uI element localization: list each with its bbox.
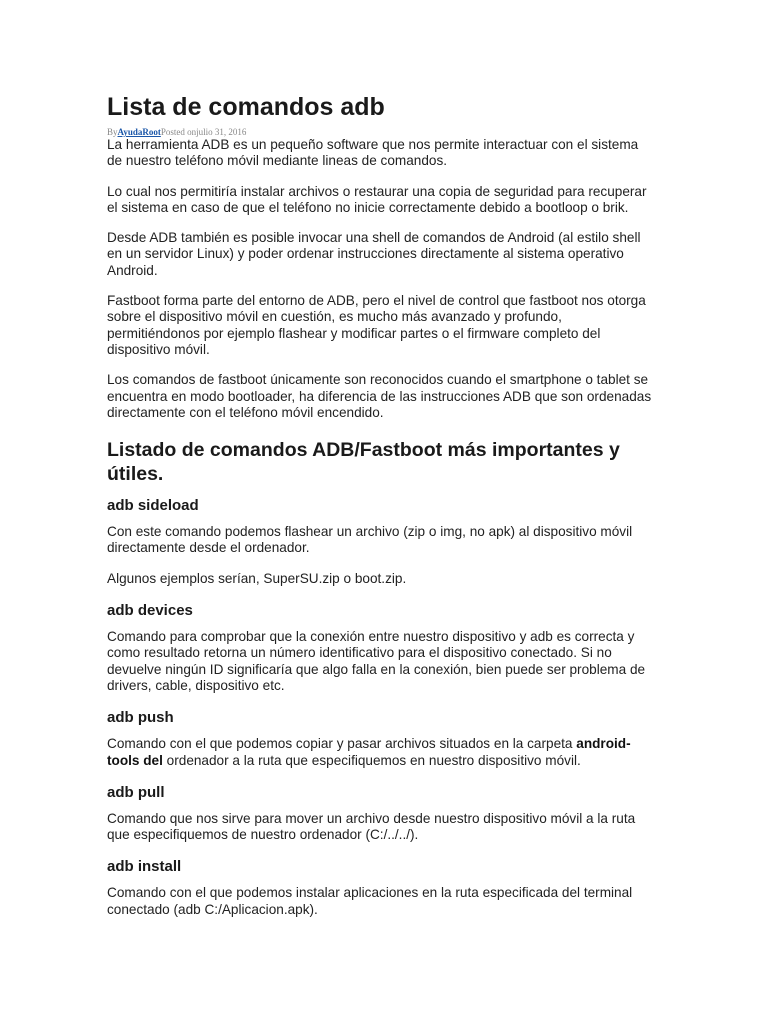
page-title: Lista de comandos adb <box>107 93 385 121</box>
command-install-desc: Comando con el que podemos instalar aplicaciones en la ruta especificada del terminal conectado (adb C:/Aplicacion.apk). <box>107 885 633 917</box>
command-heading-sideload: adb sideload <box>107 497 199 515</box>
author-link[interactable]: AyudaRoot <box>117 127 161 137</box>
command-sideload-desc: Con este comando podemos flashear un archivo (zip o img, no apk) al dispositivo móvil directamente desde el ordenador. <box>107 524 633 556</box>
push-text-before: Comando con el que podemos copiar y pasar archivos situados en la carpeta <box>107 736 577 752</box>
command-heading-devices: adb devices <box>107 602 193 620</box>
intro-paragraph-2: Lo cual nos permitiría instalar archivos o restaurar una copia de seguridad para recuperar el sistema en caso de que el teléfono no inicie correctamente debido a bootloop o brik. <box>107 183 647 215</box>
article <box>107 92 652 918</box>
command-heading-install: adb install <box>107 858 182 876</box>
byline <box>107 127 652 137</box>
byline-posted: Posted onjulio 31, 2016 <box>160 127 247 137</box>
command-heading-pull: adb pull <box>107 783 165 801</box>
byline-by: By <box>107 127 118 137</box>
command-heading-push: adb push <box>107 709 174 727</box>
push-text-bold: android-tools del <box>107 736 631 768</box>
section-title: Listado de comandos ADB/Fastboot más importantes y útiles. <box>107 439 620 486</box>
command-devices-desc: Comando para comprobar que la conexión entre nuestro dispositivo y adb es correcta y como resultado retorna un número identificativo para el dispositivo conectado. Si no devuelve ningún ID significaría que algo falla en la conexión, bien puede ser problema de drivers, cable, dispositivo etc. <box>107 629 646 693</box>
intro-paragraph-3: Desde ADB también es posible invocar una shell de comandos de Android (al estilo shell en un servidor Linux) y poder ordenar instrucciones directamente al sistema operativo Android. <box>107 230 641 278</box>
command-sideload-examples: Algunos ejemplos serían, SuperSU.zip o boot.zip. <box>107 570 407 586</box>
command-push-desc <box>107 736 652 769</box>
intro-paragraph-4: Fastboot forma parte del entorno de ADB, pero el nivel de control que fastboot nos otorga sobre el dispositivo móvil en cuestión, es mucho más avanzado y profundo, permitiéndonos por ejemplo flashear y modificar partes o el firmware completo del dispositivo móvil. <box>107 293 646 357</box>
intro-paragraph-1: La herramienta ADB es un pequeño software que nos permite interactuar con el sistema de nuestro teléfono móvil mediante lineas de comandos. <box>107 137 639 169</box>
intro-paragraph-5: Los comandos de fastboot únicamente son reconocidos cuando el smartphone o tablet se encuentra en modo bootloader, ha diferencia de las instrucciones ADB que son ordenadas directamente con el teléfono móvil encendido. <box>107 372 652 420</box>
push-text-after: ordenador a la ruta que especifiquemos en nuestro dispositivo móvil. <box>162 752 581 768</box>
command-pull-desc: Comando que nos sirve para mover un archivo desde nuestro dispositivo móvil a la ruta que especifiquemos de nuestro ordenador (C:/../../). <box>107 810 636 843</box>
